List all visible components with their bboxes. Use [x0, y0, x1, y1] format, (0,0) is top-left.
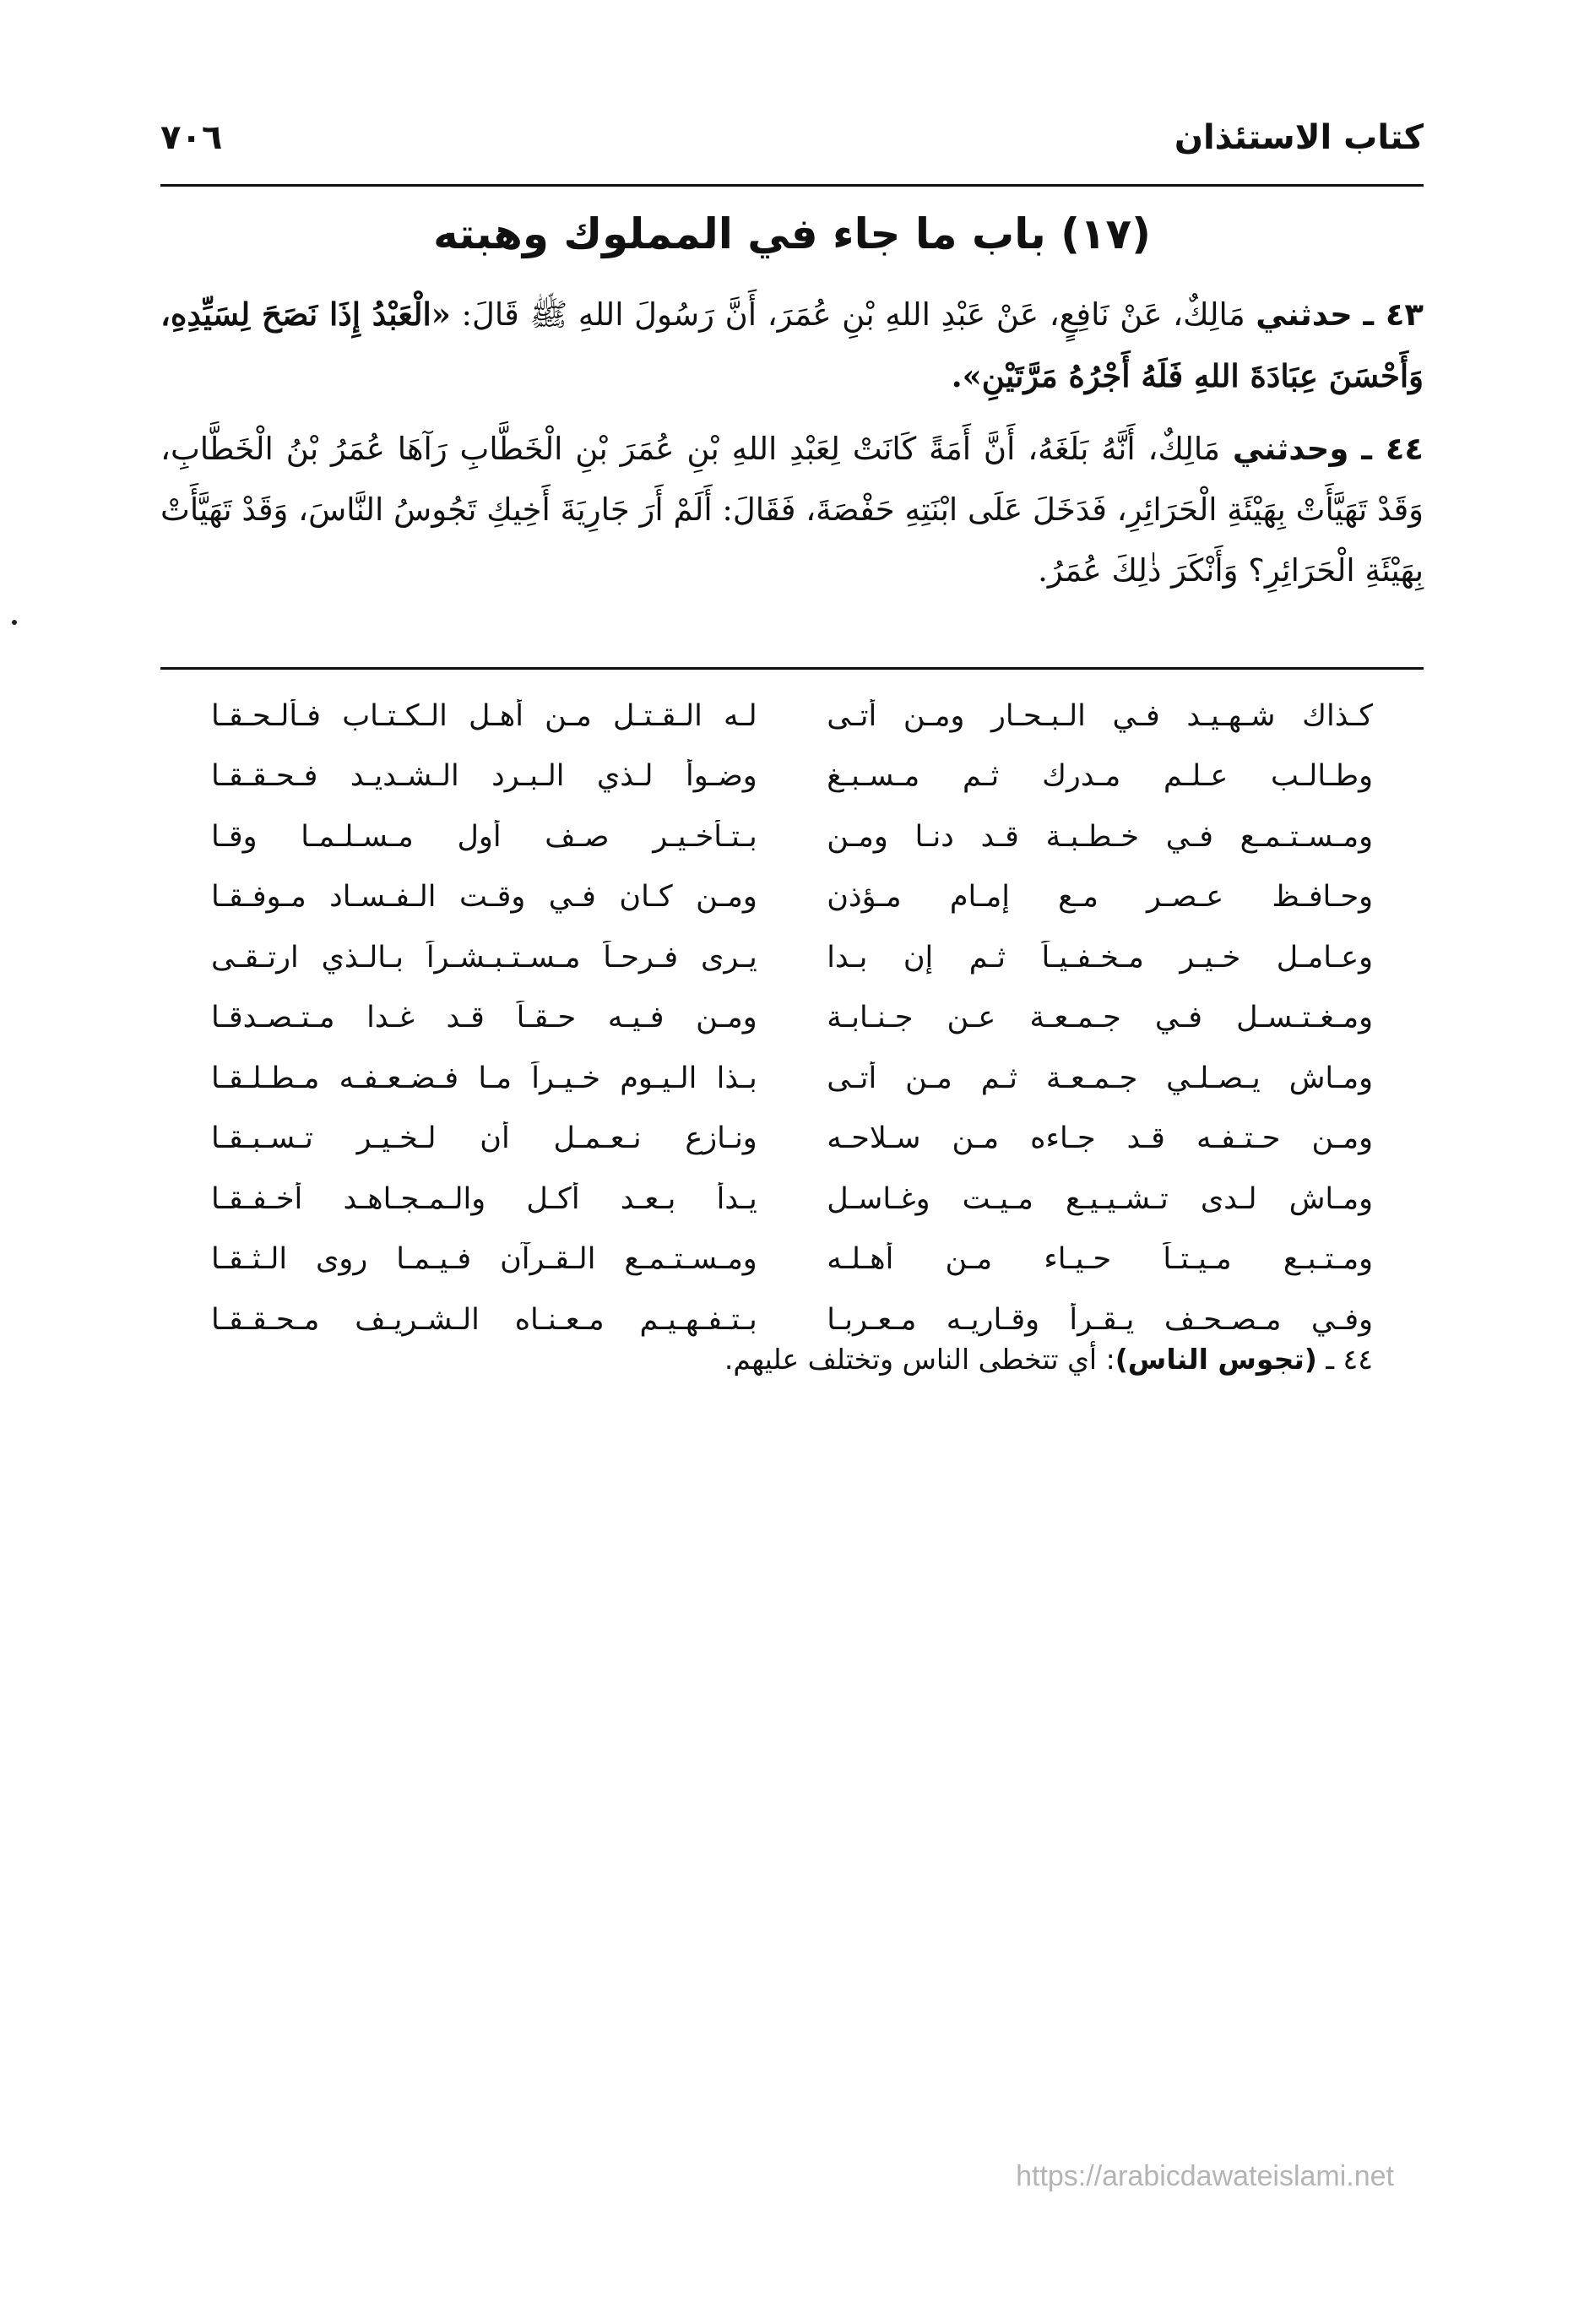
verse-second-hemistich: بـتـأخـيـر صـف أول مـسـلـمـا وقـا [211, 819, 757, 854]
footnote-number: ٤٤ ـ [1326, 1343, 1373, 1376]
hadith-text: مَالِكٌ، أَنَّهُ بَلَغَهُ، أَنَّ أَمَةً كَانَتْ لِعَبْدِ اللهِ بْنِ عُمَرَ بْنِ الْخَطَّابِ رَآهَا عُمَرُ بْنُ الْخَطَّابِ، وَقَدْ تَهَيَّأَتْ بِهَيْئَةِ الْحَرَائِرِ، فَدَخَلَ عَلَى ابْنَتِهِ حَفْصَةَ، فَقَالَ: أَلَمْ أَرَ جَارِيَةَ أَخِيكِ تَجُوسُ النَّاسَ، وَقَدْ تَهَيَّأَتْ بِهَيْئَةِ الْحَرَائِرِ؟ وَأَنْكَرَ ذٰلِكَ عُمَرُ. [160, 431, 1424, 589]
verse-first-hemistich: ومـاشٍ يـصـلـي جـمـعـة ثـم مـن أتـى [827, 1061, 1373, 1095]
verse-second-hemistich: ومـسـتـمـع الـقـرآن فـيـمـا روى الـثـقـا [211, 1242, 757, 1277]
hadith-43 [160, 284, 1424, 407]
hadith-number: ٤٤ ـ [1361, 431, 1424, 467]
verse-first-hemistich: ومـاشٍ لـدى تـشـيـيـع مـيـت وغـاسـل [827, 1181, 1373, 1216]
verse-first-hemistich: ومـتـبـع مـيـتـاً حـيـاء مـن أهـلـه [827, 1242, 1373, 1277]
verse-second-hemistich: ومـن كـان فـي وقـت الـفـسـاد مـوفـقـا [211, 880, 757, 915]
chapter-title: (١٧) باب ما جاء في المملوك وهبته [433, 209, 1151, 258]
verse-first-hemistich: وعـامـل خـيـر مـخـفـيـاً ثـم إن بـدا [827, 940, 1373, 975]
hadith-intro: حدثني [1256, 296, 1353, 333]
page-number: ٧٠٦ [160, 118, 223, 157]
verse-second-hemistich: يـرى فـرحـاً مـسـتـبـشـراً بـالـذي ارتـقـى [211, 940, 757, 975]
verse-second-hemistich: وضـوأ لـذي الـبـرد الـشـديـد فـحـقـقـا [211, 759, 757, 794]
hadith-text: مَالِكٌ، عَنْ نَافِعٍ، عَنْ عَبْدِ اللهِ بْنِ عُمَرَ، أَنَّ رَسُولَ اللهِ ﷺ قَالَ: [461, 296, 1245, 333]
verse-first-hemistich: ومـغـتـسـل فـي جـمـعـة عـن جـنـابـة [827, 1001, 1373, 1035]
footnote-term: (تجوس الناس) [1115, 1343, 1317, 1376]
website-watermark: https://arabicdawateislami.net [1016, 2160, 1394, 2192]
verse-first-hemistich: ومـسـتـمـع فـي خـطـبـة قـد دنـا ومـن [827, 819, 1373, 854]
hadith-44 [160, 419, 1424, 601]
verse-first-hemistich: وطـالـب عـلـم مـدرك ثـم مـسـبـغ [827, 759, 1373, 794]
poem-verse [211, 927, 1373, 988]
poem-verse [211, 747, 1373, 807]
poem-verse [211, 867, 1373, 928]
hadith-quote: «الْعَبْدُ إِذَا نَصَحَ لِسَيِّدِهِ، وَأَحْسَنَ عِبَادَةَ اللهِ فَلَهُ أَجْرُهُ مَرَّتَيْنِ». [160, 296, 1424, 394]
book-title: كتاب الاستئذان [1174, 118, 1424, 157]
poem-block [211, 686, 1373, 1350]
verse-second-hemistich: بـتـفـهـيـم مـعـنـاه الـشـريـف مـحـقـقـا [211, 1302, 757, 1337]
hadith-section [160, 284, 1424, 613]
poem-verse [211, 1169, 1373, 1230]
verse-first-hemistich: كـذاك شـهـيـد فـي الـبـحـار ومـن أتـى [827, 698, 1373, 733]
poem-verse [211, 806, 1373, 867]
verse-second-hemistich: بـذا الـيـوم خـيـراً مـا فـضـعـفـه مـطـلـقـا [211, 1061, 757, 1095]
footnote-divider [160, 667, 1424, 670]
poem-verse [211, 988, 1373, 1049]
verse-second-hemistich: ومـن فـيـه حـقـاً قـد غـدا مـتـصـدقـا [211, 1001, 757, 1035]
poem-verse [211, 1290, 1373, 1350]
poem-verse [211, 1230, 1373, 1290]
verse-first-hemistich: وحـافـظ عـصـر مـع إمـام مـؤذن [827, 880, 1373, 915]
poem-verse [211, 686, 1373, 747]
footnote-explanation: : أي تتخطى الناس وتختلف عليهم. [724, 1343, 1115, 1376]
header-divider [160, 184, 1424, 187]
verse-second-hemistich: ونـازع نـعـمـل أن لـخـيـر تـسـبـقـا [211, 1121, 757, 1156]
hadith-intro: وحدثني [1232, 431, 1349, 467]
poem-verse [211, 1109, 1373, 1170]
page-header [160, 108, 1424, 167]
scan-speck [12, 620, 17, 625]
hadith-number: ٤٣ ـ [1363, 296, 1424, 333]
poem-verse [211, 1048, 1373, 1109]
verse-second-hemistich: لـه الـقـتـل مـن أهـل الـكـتـاب فـألـحـقـا [211, 698, 757, 733]
verse-first-hemistich: وفـي مـصـحـف يـقـرأ وقـاريـه مـعـربـا [827, 1302, 1373, 1337]
verse-first-hemistich: ومـن حـتـفـه قـد جـاءه مـن سـلاحـه [827, 1121, 1373, 1156]
verse-second-hemistich: يـدأ بـعـد أكـل والـمـجـاهـد أخـفـقـا [211, 1181, 757, 1216]
footnote-44 [211, 1343, 1373, 1376]
